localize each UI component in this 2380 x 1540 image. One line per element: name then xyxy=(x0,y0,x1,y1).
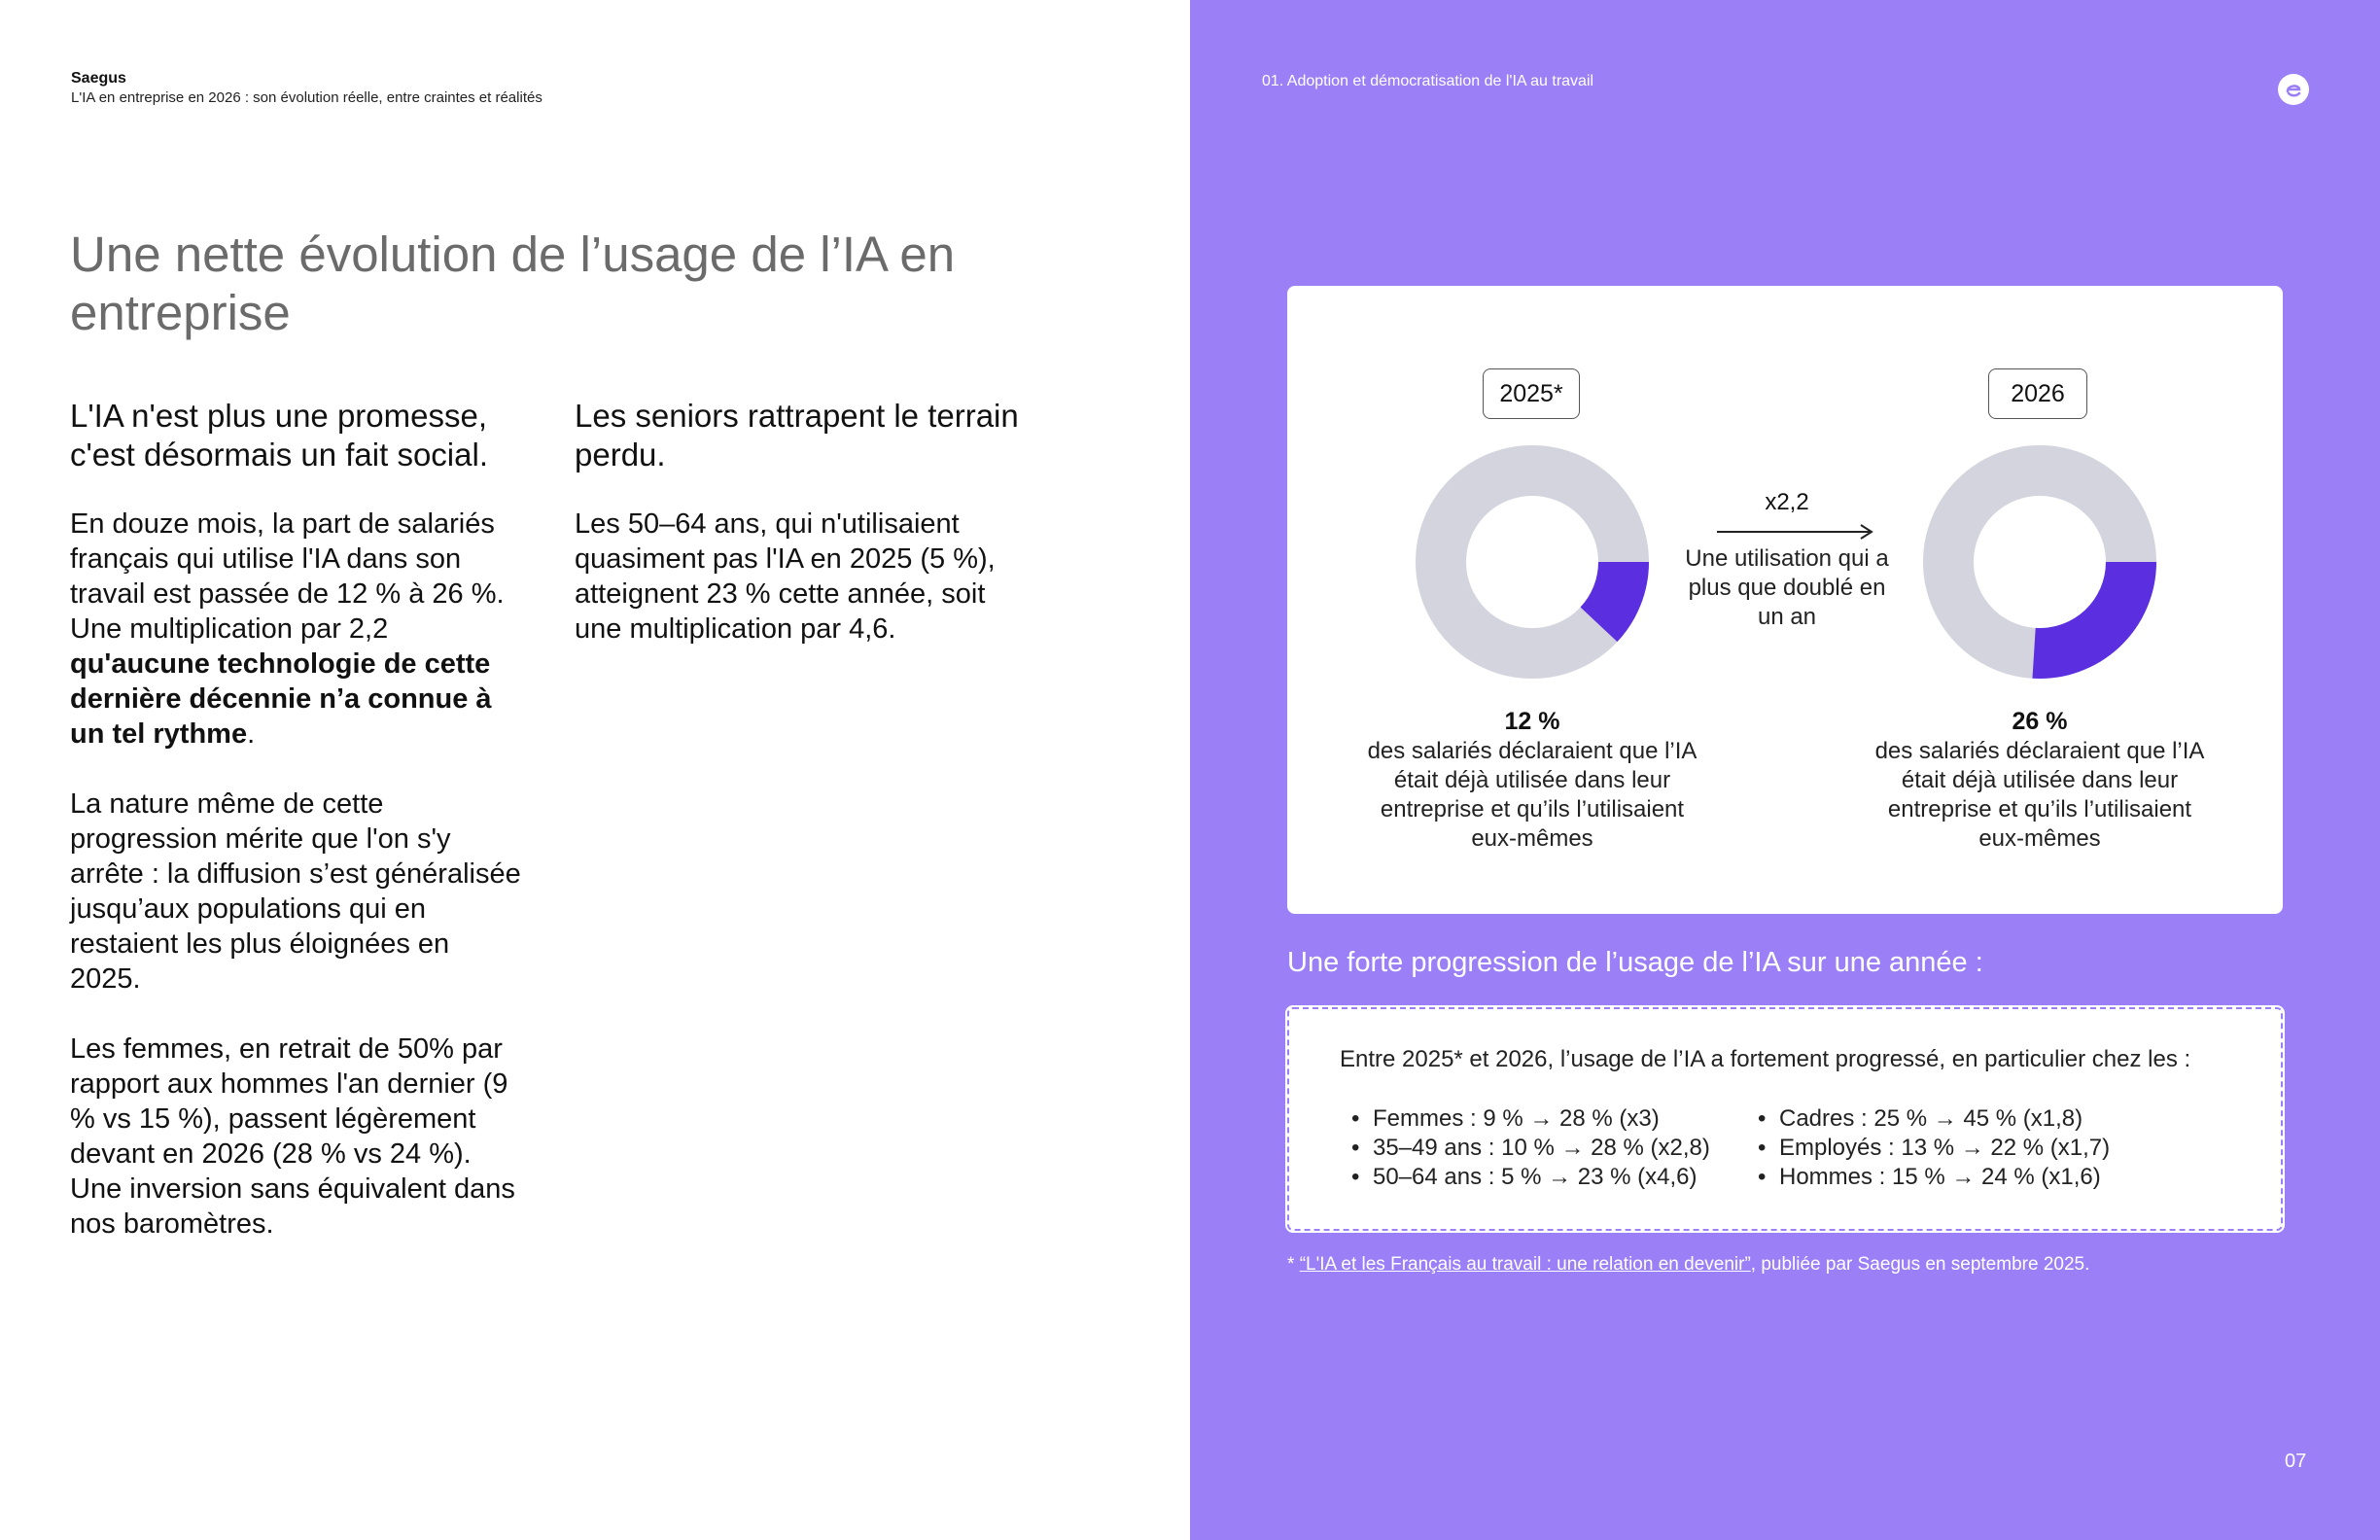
progress-summary-box xyxy=(1287,1007,2283,1231)
donut-caption-2025 xyxy=(1357,706,1707,854)
brand-name: Saegus xyxy=(71,70,126,87)
footnote-star: * xyxy=(1287,1254,1300,1275)
arrow-right-icon xyxy=(1715,520,1875,543)
right-paragraph-1: Les 50–64 ans, qui n'utilisaient quasiment pas l'IA en 2025 (5 %), atteignent 23 % cette année, soit une multiplication par 4,6. xyxy=(575,508,996,645)
left-paragraph-3: Les femmes, en retrait de 50% par rapport aux hommes l'an dernier (9 % vs 15 %), passent légèrement devant en 2026 (28 % vs 24 %). Une inversion sans équivalent dans nos baromètres. xyxy=(70,1033,515,1240)
multiplier-caption: Une utilisation qui a plus que doublé en un an xyxy=(1685,545,1889,630)
footnote-rest: , publiée par Saegus en septembre 2025. xyxy=(1750,1254,2090,1275)
list-item: • Cadres : 25 % → 45 % (x1,8) xyxy=(1756,1104,2110,1134)
donut-value-slice xyxy=(2032,562,2156,679)
saegus-logo-icon xyxy=(2278,74,2309,105)
donut-description-2025: des salariés déclaraient que l’IA était déjà utilisée dans leur entreprise et qu’ils l’utilisaient eux-mêmes xyxy=(1367,738,1698,852)
footnote xyxy=(1287,1254,2089,1276)
donut-description-2026: des salariés déclaraient que l’IA était déjà utilisée dans leur entreprise et qu’ils l’utilisaient eux-mêmes xyxy=(1874,738,2205,852)
right-column-heading: Les seniors rattrapent le terrain perdu. xyxy=(575,398,1019,472)
page-number: 07 xyxy=(2285,1451,2307,1472)
multiplier-label: x2,2 xyxy=(1765,489,1809,515)
right-text-column xyxy=(575,397,1032,682)
progress-heading: Une forte progression de l’usage de l’IA sur une année : xyxy=(1287,947,1983,978)
left-paragraph-1-end: . xyxy=(247,718,256,750)
left-paragraph-1-bold: qu'aucune technologie de cette dernière décennie n’a connue à un tel rythme xyxy=(70,648,492,750)
donut-remainder-slice xyxy=(1441,471,1624,653)
left-text-column xyxy=(70,397,527,1277)
list-item: • Employés : 13 % → 22 % (x1,7) xyxy=(1756,1134,2110,1163)
progress-intro: Entre 2025* et 2026, l’usage de l’IA a fortement progressé, en particulier chez les : xyxy=(1340,1046,2191,1072)
list-item: • Femmes : 9 % → 28 % (x3) xyxy=(1349,1104,1710,1134)
left-paragraph-1-text: En douze mois, la part de salariés français qui utilise l'IA dans son travail est passée de 12 % à 26 %. Une multiplication par 2,2 xyxy=(70,508,505,645)
left-column-heading: L'IA n'est plus une promesse, c'est désormais un fait social. xyxy=(70,398,488,472)
document-subtitle: L'IA en entreprise en 2026 : son évolution réelle, entre craintes et réalités xyxy=(71,89,542,106)
footnote-source-link[interactable]: “L'IA et les Français au travail : une relation en devenir” xyxy=(1299,1254,1751,1275)
list-item: • 50–64 ans : 5 % → 23 % (x4,6) xyxy=(1349,1163,1710,1192)
section-label: 01. Adoption et démocratisation de l'IA au travail xyxy=(1262,73,1594,89)
donut-value-2026: 26 % xyxy=(2012,708,2068,735)
list-item: • 35–49 ans : 10 % → 28 % (x2,8) xyxy=(1349,1134,1710,1163)
donut-chart-2026 xyxy=(1922,444,2157,680)
donut-caption-2026 xyxy=(1865,706,2215,854)
left-paragraph-1 xyxy=(70,507,527,752)
left-paragraph-2: La nature même de cette progression mérite que l'on s'y arrête : la diffusion s’est généralisée jusqu’aux populations qui en restaient les plus éloignées en 2025. xyxy=(70,788,521,995)
list-item: • Hommes : 15 % → 24 % (x1,6) xyxy=(1756,1163,2110,1192)
year-tag-2025: 2025* xyxy=(1483,368,1580,419)
donut-chart-2025 xyxy=(1415,444,1650,680)
donut-value-2025: 12 % xyxy=(1504,708,1560,735)
year-tag-2026: 2026 xyxy=(1988,368,2087,419)
page-title: Une nette évolution de l’usage de l’IA en entreprise xyxy=(70,227,956,340)
progress-list-left xyxy=(1349,1104,1710,1192)
progress-list-right xyxy=(1756,1104,2110,1192)
